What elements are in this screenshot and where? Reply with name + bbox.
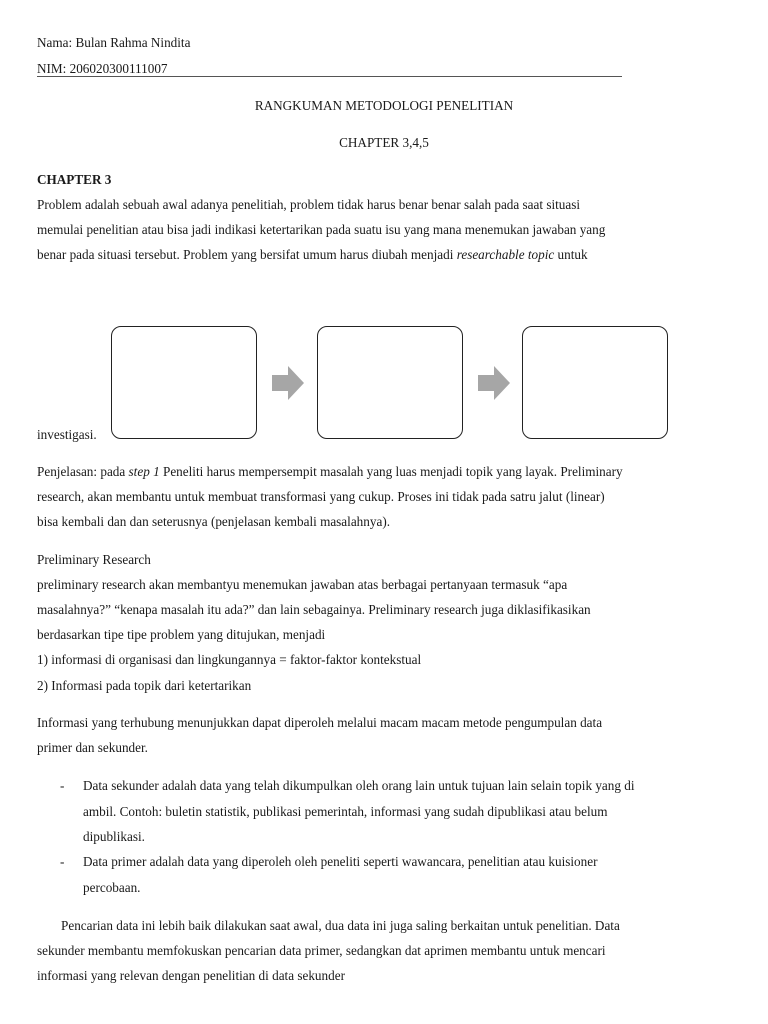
bullet-item: percobaan. — [83, 880, 141, 895]
paragraph-line: memulai penelitian atau bisa jadi indikasi ketertarikan pada suatu isu yang mana menemukan jawaban yang — [37, 222, 606, 237]
student-name: Nama: Bulan Rahma Nindita — [37, 35, 191, 50]
flow-box-3 — [522, 326, 668, 439]
paragraph-line: benar pada situasi tersebut. Problem yang bersifat umum harus diubah menjadi researchable topic untuk — [37, 247, 588, 262]
section-heading: Preliminary Research — [37, 552, 151, 567]
right-arrow-icon — [272, 366, 304, 400]
bullet-item: Data primer adalah data yang diperoleh oleh peneliti seperti wawancara, penelitian atau kuisioner — [83, 854, 598, 869]
paragraph-line: investigasi. — [37, 427, 97, 442]
bullet-dash: - — [60, 854, 65, 869]
paragraph-line: Pencarian data ini lebih baik dilakukan saat awal, dua data ini juga saling berkaitan untuk penelitian. Data — [61, 918, 620, 933]
document-subtitle: CHAPTER 3,4,5 — [339, 135, 429, 150]
paragraph-line: berdasarkan tipe tipe problem yang ditujukan, menjadi — [37, 627, 326, 642]
paragraph-line: masalahnya?” “kenapa masalah itu ada?” dan lain sebagainya. Preliminary research juga diklasifikasikan — [37, 602, 591, 617]
bullet-item: ambil. Contoh: buletin statistik, publikasi pemerintah, informasi yang sudah dipublikasi atau belum — [83, 804, 608, 819]
bullet-dash: - — [60, 778, 65, 793]
numbered-item: 2) Informasi pada topik dari ketertarikan — [37, 678, 252, 693]
flow-box-2 — [317, 326, 463, 439]
paragraph-line: preliminary research akan membantyu menemukan jawaban atas berbagai pertanyaan termasuk “apa — [37, 577, 568, 592]
italic-term: researchable topic — [456, 247, 555, 262]
right-arrow-icon — [478, 366, 510, 400]
paragraph-line: bisa kembali dan dan seterusnya (penjelasan kembali masalahnya). — [37, 514, 391, 529]
italic-term: step 1 — [128, 464, 160, 479]
numbered-item: 1) informasi di organisasi dan lingkungannya = faktor-faktor kontekstual — [37, 652, 422, 667]
paragraph-line: informasi yang relevan dengan penelitian di data sekunder — [37, 968, 345, 983]
paragraph-line: primer dan sekunder. — [37, 740, 148, 755]
student-nim: NIM: 206020300111007 — [37, 61, 168, 76]
paragraph-line: research, akan membantu untuk membuat transformasi yang cukup. Proses ini tidak pada satru jalut (linear) — [37, 489, 605, 504]
paragraph-line: Problem adalah sebuah awal adanya penelitiah, problem tidak harus benar benar salah pada saat situasi — [37, 197, 581, 212]
paragraph-line: Penjelasan: pada step 1 Peneliti harus mempersempit masalah yang luas menjadi topik yang layak. Preliminary — [37, 464, 623, 479]
paragraph-line: Informasi yang terhubung menunjukkan dapat diperoleh melalui macam macam metode pengumpulan data — [37, 715, 603, 730]
header-divider — [37, 76, 622, 77]
bullet-item: Data sekunder adalah data yang telah dikumpulkan oleh orang lain untuk tujuan lain selain topik yang di — [83, 778, 635, 793]
flow-box-1 — [111, 326, 257, 439]
paragraph-line: sekunder membantu memfokuskan pencarian data primer, sedangkan dat aprimen membantu untuk mencari — [37, 943, 606, 958]
bullet-item: dipublikasi. — [83, 829, 145, 844]
chapter-heading: CHAPTER 3 — [37, 172, 112, 187]
document-title: RANGKUMAN METODOLOGI PENELITIAN — [254, 98, 514, 113]
